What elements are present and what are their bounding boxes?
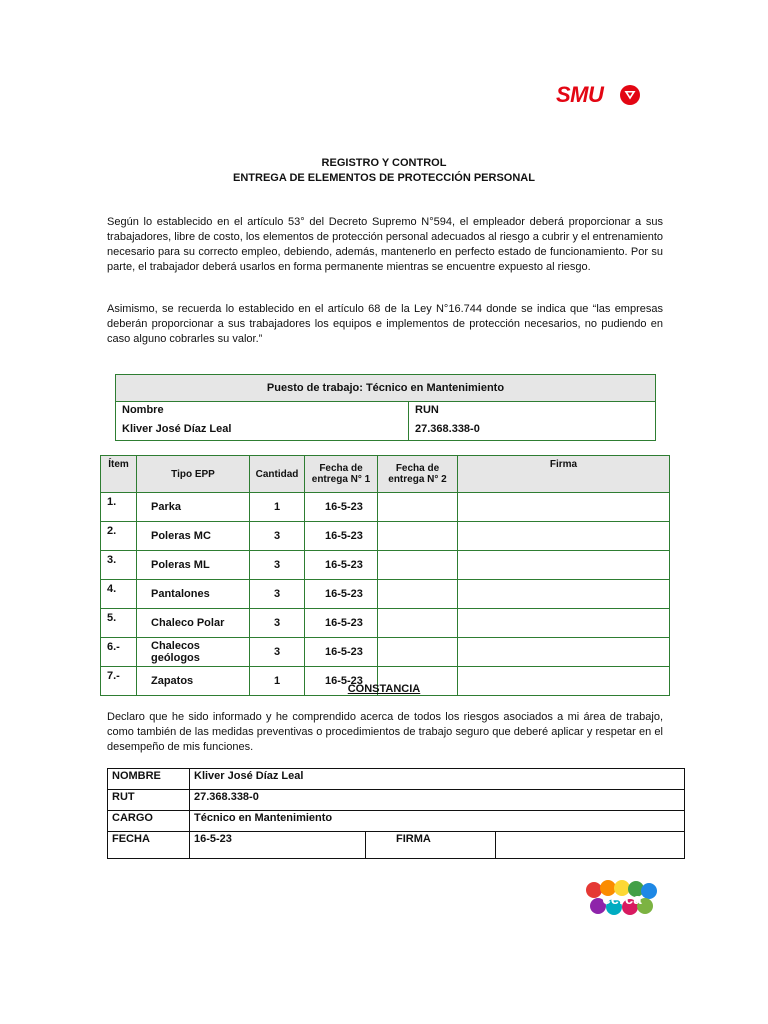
- item-tipo: Parka: [137, 493, 250, 522]
- item-fecha-2: [378, 580, 458, 609]
- item-number: 1.: [101, 493, 137, 522]
- col-firma: Firma: [458, 456, 670, 493]
- constancia-title: CONSTANCIA: [347, 683, 421, 695]
- item-cantidad: 3: [250, 522, 305, 551]
- item-cantidad: 3: [250, 580, 305, 609]
- item-number: 3.: [101, 551, 137, 580]
- final-nombre-value: Kliver José Díaz Leal: [190, 769, 685, 790]
- table-row: [101, 638, 670, 667]
- item-number: 7.-: [101, 667, 137, 696]
- declaration-table: [107, 768, 685, 859]
- item-tipo: Poleras ML: [137, 551, 250, 580]
- item-fecha-1: 16-5-23: [305, 493, 378, 522]
- run-value: 27.368.338-0: [409, 421, 656, 441]
- item-fecha-1: 16-5-23: [305, 638, 378, 667]
- item-cantidad: 3: [250, 609, 305, 638]
- item-firma: [458, 609, 670, 638]
- document-title-line2: ENTREGA DE ELEMENTOS DE PROTECCIÓN PERSONAL: [233, 172, 535, 184]
- col-cantidad: Cantidad: [250, 456, 305, 493]
- smu-logo-icon: [619, 84, 641, 106]
- table-row: [101, 493, 670, 522]
- final-firma-label: FIRMA: [366, 832, 496, 859]
- final-fecha-label: FECHA: [108, 832, 190, 859]
- col-tipo-epp: Tipo EPP: [137, 456, 250, 493]
- item-tipo: Chalecos geólogos: [137, 638, 250, 667]
- cerca-logo: [586, 880, 658, 916]
- job-position-heading: Puesto de trabajo: Técnico en Mantenimiento: [116, 375, 656, 402]
- item-fecha-2: [378, 551, 458, 580]
- final-cargo-label: CARGO: [108, 811, 190, 832]
- law-paragraph: Asimismo, se recuerda lo establecido en el artículo 68 de la Ley N°16.744 donde se indica que “las empresas deberán proporcionar a sus trabajadores los equipos e implementos de protección necesarios, no pudiendo en caso alguno cobrarles su valor.”: [107, 303, 663, 345]
- table-row: [101, 580, 670, 609]
- item-firma: [458, 638, 670, 667]
- item-number: 4.: [101, 580, 137, 609]
- name-label: Nombre: [116, 402, 409, 422]
- item-fecha-1: 16-5-23: [305, 667, 378, 696]
- final-fecha-value: 16-5-23: [190, 832, 366, 859]
- final-cargo-value: Técnico en Mantenimiento: [190, 811, 685, 832]
- item-fecha-2: [378, 609, 458, 638]
- item-fecha-1: 16-5-23: [305, 609, 378, 638]
- col-fecha-2: Fecha de entrega N° 2: [378, 456, 458, 493]
- item-cantidad: 1: [250, 493, 305, 522]
- item-firma: [458, 493, 670, 522]
- table-row: [101, 551, 670, 580]
- table-row: [101, 609, 670, 638]
- item-cantidad: 3: [250, 551, 305, 580]
- item-fecha-1: 16-5-23: [305, 551, 378, 580]
- final-firma-field: [496, 832, 685, 859]
- col-item: Ítem: [101, 456, 137, 493]
- item-firma: [458, 551, 670, 580]
- item-number: 6.-: [101, 638, 137, 667]
- item-cantidad: 1: [250, 667, 305, 696]
- col-fecha-1: Fecha de entrega N° 1: [305, 456, 378, 493]
- final-nombre-label: NOMBRE: [108, 769, 190, 790]
- item-fecha-2: [378, 638, 458, 667]
- final-rut-label: RUT: [108, 790, 190, 811]
- item-fecha-1: 16-5-23: [305, 522, 378, 551]
- name-value: Kliver José Díaz Leal: [116, 421, 409, 441]
- item-fecha-2: [378, 522, 458, 551]
- run-label: RUN: [409, 402, 656, 422]
- intro-paragraph: Según lo establecido en el artículo 53° del Decreto Supremo N°594, el empleador deberá proporcionar a sus trabajadores, libre de costo, los elementos de protección personal adecuados al riesgo a cubrir y el entrenamiento necesario para su correcto empleo, debiendo, además, mantenerlo en perfecto estado de funcionamiento. Por su parte, el trabajador deberá usarlos en forma permanente mientras se encuentre expuesto al riesgo.: [107, 216, 663, 273]
- item-number: 5.: [101, 609, 137, 638]
- table-row: [101, 522, 670, 551]
- item-tipo: Poleras MC: [137, 522, 250, 551]
- item-tipo: Zapatos: [137, 667, 250, 696]
- item-firma: [458, 522, 670, 551]
- item-fecha-2: [378, 493, 458, 522]
- cerca-logo-text: cerca: [602, 891, 642, 908]
- constancia-text: Declaro que he sido informado y he comprendido acerca de todos los riesgos asociados a mi área de trabajo, como también de las medidas preventivas o procedimientos de trabajo seguro que deberé aplicar y respetar en el desempeño de mis funciones.: [107, 711, 663, 753]
- item-fecha-1: 16-5-23: [305, 580, 378, 609]
- job-info-table: [115, 374, 656, 441]
- item-tipo: Chaleco Polar: [137, 609, 250, 638]
- item-tipo: Pantalones: [137, 580, 250, 609]
- final-rut-value: 27.368.338-0: [190, 790, 685, 811]
- smu-logo: [556, 82, 641, 108]
- document-title-line1: REGISTRO Y CONTROL: [321, 157, 447, 169]
- item-firma: [458, 580, 670, 609]
- smu-logo-text: SMU: [556, 82, 604, 107]
- item-cantidad: 3: [250, 638, 305, 667]
- item-number: 2.: [101, 522, 137, 551]
- epp-items-table: [100, 455, 670, 696]
